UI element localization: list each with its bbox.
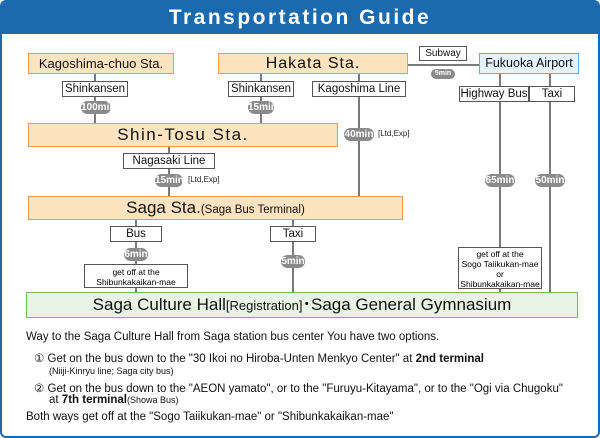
station-shin-tosu-label: Shin-Tosu Sta. [117,125,249,144]
route-shinkansen-right: Shinkansen [228,81,294,97]
station-hakata [218,53,408,74]
time-subway: 5min [431,69,455,79]
option-2 [34,381,563,395]
option-1 [34,351,484,365]
option-1-sub: (Niiji-Kinryu line; Saga city bus) [49,366,174,376]
note-hw-line-2: Sogo Taiikukan-mae [461,259,539,269]
route-taxi-airport: Taxi [529,86,575,102]
option-2-terminal: 7th terminal [61,394,127,406]
time-taxi-saga: 5min [281,256,305,267]
station-hakata-label: Hakata Sta. [265,55,361,72]
route-taxi-saga: Taxi [270,226,316,242]
venue-separator: ･ [302,295,311,314]
time-highway-bus: 65min [485,175,515,186]
time-nagasaki-line: 15min [155,175,184,186]
option-2-text: Get on the bus down to the "AEON yamato", or to the "Furuyu-Kitayama", or to the "Ogi via Chugoku" [47,383,563,395]
route-highway-bus: Highway Bus [460,88,528,100]
option-2-sub: (Showa Bus) [126,395,179,405]
note-hw-line-4: Shibunkakaikan-mae [460,279,540,289]
option-1-terminal: 2nd terminal [415,353,484,365]
note-kagoshima-line: [Ltd,Exp] [378,129,410,138]
note-bus-line-2: Shibunkakaikan-mae [96,277,176,287]
time-taxi-airport: 50min [535,175,565,186]
station-saga-sublabel: (Saga Bus Terminal) [200,204,305,216]
page-title: Transportation Guide [2,2,598,34]
route-shinkansen-left: Shinkansen [62,81,128,97]
route-kagoshima-line: Kagoshima Line [312,81,406,97]
station-fukuoka-airport-label: Fukuoka Airport [485,56,573,70]
note-hw-line-1: get off at the [476,249,524,259]
note-bus [84,264,188,288]
station-shin-tosu [28,123,338,147]
time-bus: 6min [124,249,148,260]
destination-venue [26,292,578,318]
station-fukuoka-airport [479,53,579,74]
note-bus-line-1: get off at the [112,267,160,277]
venue-name-a: Saga Culture Hall [92,295,226,314]
directions-intro: Way to the Saga Culture Hall from Saga station bus center You have two options. [26,331,440,343]
option-1-text: Get on the bus down to the "30 Ikoi no Hiroba-Unten Menkyo Center" at [47,353,416,365]
station-kagoshima-chuo-label: Kagoshima-chuo Sta. [38,56,164,71]
time-kagoshima-line: 40min [344,129,374,140]
route-subway: Subway [419,46,467,61]
station-saga [28,196,403,220]
note-highway-bus [458,247,542,289]
station-saga-label: Saga Sta. [126,198,201,217]
time-shinkansen-left: 100min [81,102,116,113]
route-nagasaki-line: Nagasaki Line [123,153,215,169]
note-hw-line-3: or [496,269,504,279]
venue-registration: [Registration] [225,298,303,313]
option-2-terminal-line [49,394,179,406]
station-kagoshima-chuo [28,53,174,74]
option-2-mark: ② [34,383,45,395]
note-nagasaki-line: [Ltd,Exp] [188,175,220,184]
directions-outro: Both ways get off at the "Sogo Taiikukan-mae" or "Shibunkakaikan-mae" [26,411,394,423]
time-shinkansen-right: 15min [248,102,277,113]
option-1-mark: ① [34,353,45,365]
venue-name-b: Saga General Gymnasium [311,295,512,314]
route-bus: Bus [110,226,162,242]
option-2-at: at [49,394,62,406]
